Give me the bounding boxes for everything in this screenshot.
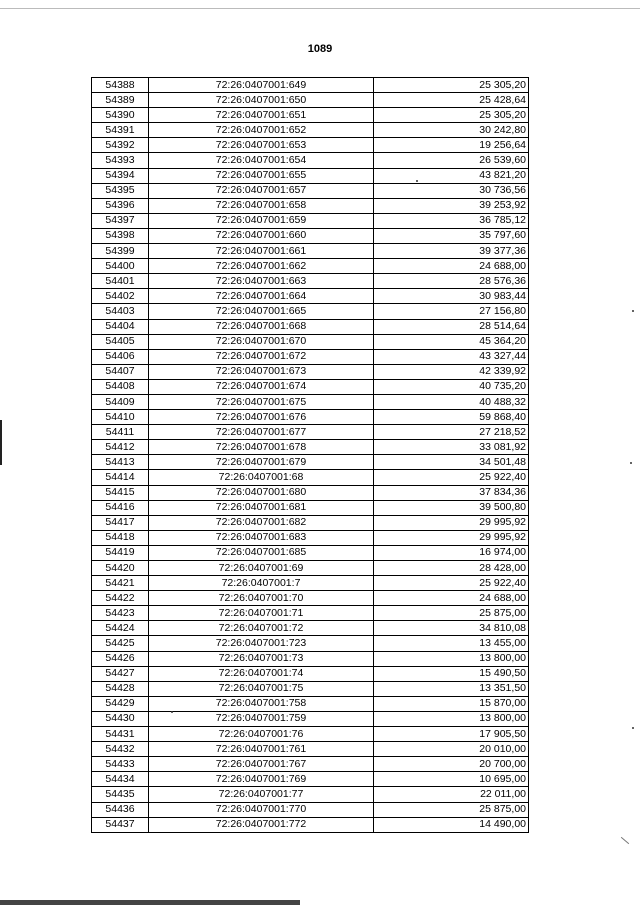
cadastral-value: 42 339,92: [374, 364, 529, 379]
scan-speck: [632, 310, 634, 312]
table-row: [92, 802, 529, 817]
scan-speck: [416, 180, 418, 182]
row-number: 54414: [92, 470, 149, 485]
row-number: 54405: [92, 334, 149, 349]
row-number: 54407: [92, 364, 149, 379]
cadastral-number: 72:26:0407001:677: [149, 425, 374, 440]
cadastral-value: 16 974,00: [374, 545, 529, 560]
cadastral-value: 33 081,92: [374, 440, 529, 455]
table-body: [92, 78, 529, 833]
cadastral-number: 72:26:0407001:73: [149, 651, 374, 666]
table-row: [92, 621, 529, 636]
cadastral-number: 72:26:0407001:675: [149, 394, 374, 409]
cadastral-value: 59 868,40: [374, 410, 529, 425]
row-number: 54389: [92, 93, 149, 108]
row-number: 54419: [92, 545, 149, 560]
table-row: [92, 78, 529, 93]
cadastral-number: 72:26:0407001:663: [149, 274, 374, 289]
cadastral-value: 28 428,00: [374, 561, 529, 576]
table-row: [92, 606, 529, 621]
table-row: [92, 727, 529, 742]
cadastral-value: 30 983,44: [374, 289, 529, 304]
cadastral-number: 72:26:0407001:657: [149, 183, 374, 198]
cadastral-value: 13 800,00: [374, 711, 529, 726]
cadastral-value: 13 351,50: [374, 681, 529, 696]
cadastral-value: 34 810,08: [374, 621, 529, 636]
table-row: [92, 319, 529, 334]
cadastral-value: 30 242,80: [374, 123, 529, 138]
row-number: 54403: [92, 304, 149, 319]
cadastral-value: 25 922,40: [374, 470, 529, 485]
row-number: 54416: [92, 500, 149, 515]
binding-mark: [0, 420, 2, 465]
row-number: 54400: [92, 259, 149, 274]
row-number: 54391: [92, 123, 149, 138]
table-row: [92, 817, 529, 832]
table-row: [92, 681, 529, 696]
table-row: [92, 696, 529, 711]
row-number: 54418: [92, 530, 149, 545]
row-number: 54392: [92, 138, 149, 153]
row-number: 54408: [92, 379, 149, 394]
cadastral-value: 34 501,48: [374, 455, 529, 470]
cadastral-number: 72:26:0407001:68: [149, 470, 374, 485]
cadastral-number: 72:26:0407001:654: [149, 153, 374, 168]
cadastral-number: 72:26:0407001:759: [149, 711, 374, 726]
cadastral-number: 72:26:0407001:670: [149, 334, 374, 349]
table-row: [92, 455, 529, 470]
row-number: 54430: [92, 711, 149, 726]
cadastral-number: 72:26:0407001:767: [149, 757, 374, 772]
table-row: [92, 168, 529, 183]
table-row: [92, 561, 529, 576]
table-row: [92, 153, 529, 168]
cadastral-number: 72:26:0407001:769: [149, 772, 374, 787]
cadastral-number: 72:26:0407001:770: [149, 802, 374, 817]
row-number: 54394: [92, 168, 149, 183]
row-number: 54404: [92, 319, 149, 334]
scan-speck: [630, 462, 632, 464]
table-row: [92, 198, 529, 213]
row-number: 54397: [92, 213, 149, 228]
row-number: 54412: [92, 440, 149, 455]
table-row: [92, 228, 529, 243]
table-row: [92, 545, 529, 560]
cadastral-number: 72:26:0407001:665: [149, 304, 374, 319]
cadastral-value: 19 256,64: [374, 138, 529, 153]
table-row: [92, 485, 529, 500]
cadastral-number: 72:26:0407001:660: [149, 228, 374, 243]
table-row: [92, 349, 529, 364]
row-number: 54411: [92, 425, 149, 440]
cadastral-value: 13 455,00: [374, 636, 529, 651]
top-rule: [0, 8, 640, 9]
cadastral-value: 20 010,00: [374, 742, 529, 757]
row-number: 54437: [92, 817, 149, 832]
row-number: 54433: [92, 757, 149, 772]
table-row: [92, 576, 529, 591]
table-row: [92, 379, 529, 394]
cadastral-value: 17 905,50: [374, 727, 529, 742]
cadastral-number: 72:26:0407001:72: [149, 621, 374, 636]
cadastral-number: 72:26:0407001:682: [149, 515, 374, 530]
cadastral-value: 25 305,20: [374, 108, 529, 123]
cadastral-value: 40 735,20: [374, 379, 529, 394]
row-number: 54427: [92, 666, 149, 681]
cadastral-number: 72:26:0407001:674: [149, 379, 374, 394]
cadastral-number: 72:26:0407001:662: [149, 259, 374, 274]
table-row: [92, 213, 529, 228]
cadastral-value: 28 576,36: [374, 274, 529, 289]
cadastral-value: 39 500,80: [374, 500, 529, 515]
row-number: 54432: [92, 742, 149, 757]
table-row: [92, 636, 529, 651]
cadastral-number: 72:26:0407001:74: [149, 666, 374, 681]
cadastral-number: 72:26:0407001:70: [149, 591, 374, 606]
cadastral-value: 35 797,60: [374, 228, 529, 243]
cadastral-number: 72:26:0407001:655: [149, 168, 374, 183]
row-number: 54396: [92, 198, 149, 213]
cadastral-value: 25 922,40: [374, 576, 529, 591]
cadastral-value: 27 156,80: [374, 304, 529, 319]
row-number: 54413: [92, 455, 149, 470]
cadastral-number: 72:26:0407001:668: [149, 319, 374, 334]
cadastral-number: 72:26:0407001:673: [149, 364, 374, 379]
row-number: 54426: [92, 651, 149, 666]
row-number: 54431: [92, 727, 149, 742]
table-row: [92, 515, 529, 530]
table-row: [92, 108, 529, 123]
row-number: 54425: [92, 636, 149, 651]
row-number: 54388: [92, 78, 149, 93]
row-number: 54429: [92, 696, 149, 711]
table-row: [92, 138, 529, 153]
table-row: [92, 711, 529, 726]
cadastral-number: 72:26:0407001:75: [149, 681, 374, 696]
cadastral-number: 72:26:0407001:659: [149, 213, 374, 228]
row-number: 54395: [92, 183, 149, 198]
cadastral-number: 72:26:0407001:758: [149, 696, 374, 711]
cadastral-value: 37 834,36: [374, 485, 529, 500]
scan-edge: [0, 900, 300, 905]
row-number: 54423: [92, 606, 149, 621]
cadastral-value: 25 428,64: [374, 93, 529, 108]
table-row: [92, 666, 529, 681]
cadastral-value: 40 488,32: [374, 394, 529, 409]
cadastral-value: 29 995,92: [374, 515, 529, 530]
cadastral-value: 14 490,00: [374, 817, 529, 832]
cadastral-number: 72:26:0407001:678: [149, 440, 374, 455]
cadastral-value: 13 800,00: [374, 651, 529, 666]
cadastral-value: 26 539,60: [374, 153, 529, 168]
scan-mark: [621, 837, 629, 844]
row-number: 54393: [92, 153, 149, 168]
cadastral-value: 20 700,00: [374, 757, 529, 772]
row-number: 54417: [92, 515, 149, 530]
cadastral-number: 72:26:0407001:77: [149, 787, 374, 802]
cadastral-value: 22 011,00: [374, 787, 529, 802]
cadastral-value: 43 327,44: [374, 349, 529, 364]
cadastral-number: 72:26:0407001:653: [149, 138, 374, 153]
table-row: [92, 244, 529, 259]
cadastral-value: 15 870,00: [374, 696, 529, 711]
cadastral-number: 72:26:0407001:761: [149, 742, 374, 757]
table-row: [92, 742, 529, 757]
row-number: 54398: [92, 228, 149, 243]
table-row: [92, 500, 529, 515]
table-row: [92, 123, 529, 138]
row-number: 54436: [92, 802, 149, 817]
row-number: 54390: [92, 108, 149, 123]
table-row: [92, 183, 529, 198]
cadastral-number: 72:26:0407001:680: [149, 485, 374, 500]
cadastral-value: 25 875,00: [374, 802, 529, 817]
cadastral-value: 45 364,20: [374, 334, 529, 349]
cadastral-number: 72:26:0407001:664: [149, 289, 374, 304]
cadastral-value: 27 218,52: [374, 425, 529, 440]
cadastral-value: 25 875,00: [374, 606, 529, 621]
scan-speck: [632, 727, 634, 729]
row-number: 54402: [92, 289, 149, 304]
row-number: 54410: [92, 410, 149, 425]
scan-speck: [171, 711, 173, 713]
row-number: 54428: [92, 681, 149, 696]
row-number: 54424: [92, 621, 149, 636]
table-row: [92, 425, 529, 440]
cadastral-number: 72:26:0407001:661: [149, 244, 374, 259]
cadastral-number: 72:26:0407001:71: [149, 606, 374, 621]
cadastral-value: 39 377,36: [374, 244, 529, 259]
cadastral-value: 24 688,00: [374, 591, 529, 606]
cadastral-number: 72:26:0407001:772: [149, 817, 374, 832]
row-number: 54420: [92, 561, 149, 576]
cadastral-table: [91, 77, 529, 833]
cadastral-number: 72:26:0407001:7: [149, 576, 374, 591]
row-number: 54421: [92, 576, 149, 591]
cadastral-value: 15 490,50: [374, 666, 529, 681]
row-number: 54409: [92, 394, 149, 409]
table-row: [92, 757, 529, 772]
cadastral-value: 25 305,20: [374, 78, 529, 93]
table-row: [92, 530, 529, 545]
table-row: [92, 274, 529, 289]
cadastral-value: 39 253,92: [374, 198, 529, 213]
cadastral-value: 10 695,00: [374, 772, 529, 787]
row-number: 54401: [92, 274, 149, 289]
table-row: [92, 410, 529, 425]
row-number: 54399: [92, 244, 149, 259]
cadastral-number: 72:26:0407001:685: [149, 545, 374, 560]
table-row: [92, 591, 529, 606]
cadastral-value: 30 736,56: [374, 183, 529, 198]
table-row: [92, 651, 529, 666]
table-row: [92, 787, 529, 802]
cadastral-number: 72:26:0407001:683: [149, 530, 374, 545]
row-number: 54406: [92, 349, 149, 364]
cadastral-value: 29 995,92: [374, 530, 529, 545]
cadastral-value: 24 688,00: [374, 259, 529, 274]
table-row: [92, 334, 529, 349]
cadastral-number: 72:26:0407001:69: [149, 561, 374, 576]
page-number: 1089: [307, 43, 333, 55]
table-row: [92, 394, 529, 409]
table-row: [92, 364, 529, 379]
cadastral-value: 28 514,64: [374, 319, 529, 334]
table-row: [92, 440, 529, 455]
table-row: [92, 289, 529, 304]
cadastral-number: 72:26:0407001:681: [149, 500, 374, 515]
row-number: 54434: [92, 772, 149, 787]
cadastral-number: 72:26:0407001:652: [149, 123, 374, 138]
cadastral-number: 72:26:0407001:723: [149, 636, 374, 651]
row-number: 54422: [92, 591, 149, 606]
table-row: [92, 470, 529, 485]
cadastral-number: 72:26:0407001:651: [149, 108, 374, 123]
table-row: [92, 259, 529, 274]
row-number: 54435: [92, 787, 149, 802]
cadastral-number: 72:26:0407001:658: [149, 198, 374, 213]
cadastral-number: 72:26:0407001:679: [149, 455, 374, 470]
table-row: [92, 304, 529, 319]
table-row: [92, 93, 529, 108]
cadastral-value: 43 821,20: [374, 168, 529, 183]
cadastral-number: 72:26:0407001:650: [149, 93, 374, 108]
cadastral-value: 36 785,12: [374, 213, 529, 228]
row-number: 54415: [92, 485, 149, 500]
table-row: [92, 772, 529, 787]
cadastral-number: 72:26:0407001:676: [149, 410, 374, 425]
cadastral-number: 72:26:0407001:649: [149, 78, 374, 93]
cadastral-number: 72:26:0407001:76: [149, 727, 374, 742]
cadastral-number: 72:26:0407001:672: [149, 349, 374, 364]
